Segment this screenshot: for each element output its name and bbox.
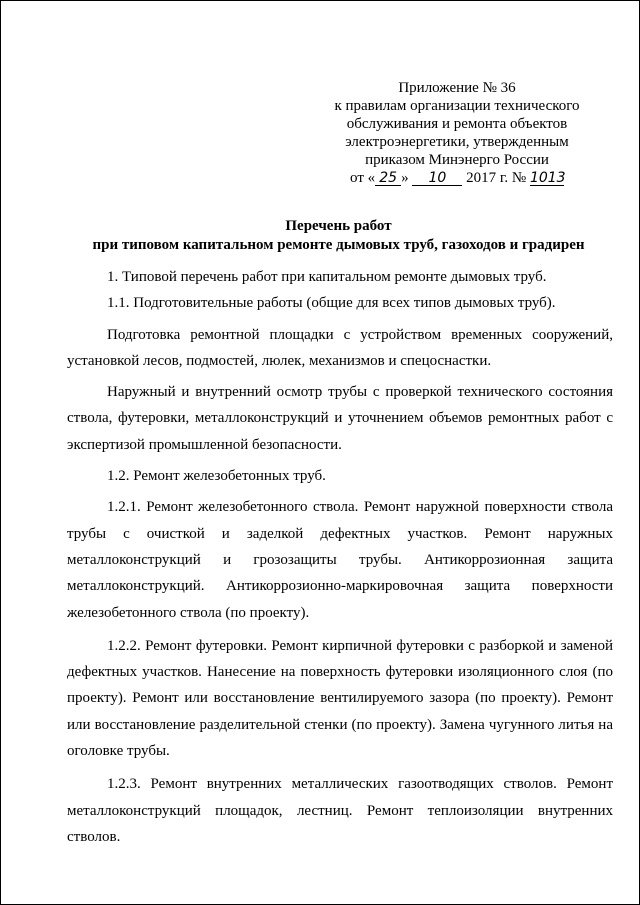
year-text: 2017 г. №: [466, 170, 527, 186]
body-paragraph: 1.2.1. Ремонт железобетонного ствола. Ремонт наружной поверхности ствола трубы с очисткой и заделкой дефектных участков. Ремонт наружных металлоконструкций и грозозащиты трубы. Антикоррозионная защита металлоконструкций. Антикоррозионно-маркировочная защита поверхности железобетонного ствола (по проекту).: [67, 499, 613, 621]
title-line: при типовом капитальном ремонте дымовых труб, газоходов и градирен: [92, 237, 585, 253]
handwritten-order-number: 1013: [529, 170, 566, 186]
date-mid: »: [401, 170, 409, 186]
document-title: [61, 217, 616, 255]
appendix-number: Приложение № 36: [398, 80, 516, 96]
body-paragraph: 1.2.3. Ремонт внутренних металлических газоотводящих стволов. Ремонт металлоконструкций площадок, лестниц. Ремонт теплоизоляции внутренних стволов.: [67, 776, 613, 845]
date-prefix: от «: [350, 170, 376, 186]
appendix-header: [321, 79, 593, 187]
appendix-line: обслуживания и ремонта объектов: [346, 116, 568, 132]
handwritten-month: 10: [412, 171, 462, 186]
appendix-line: приказом Минэнерго России: [365, 152, 549, 168]
subsection-heading: 1.1. Подготовительные работы (общие для всех типов дымовых труб).: [107, 295, 556, 312]
title-line: Перечень работ: [285, 218, 392, 234]
body-paragraph: 1.2.2. Ремонт футеровки. Ремонт кирпичной футеровки с разборкой и заменой дефектных участков. Нанесение на поверхность футеровки изоляционного слоя (по проекту). Ремонт или восстановление вентилируемого зазора (по проекту). Ремонт или восстановление разделительной стенки (по проекту). Замена чугунного литья на оголовке трубы.: [67, 637, 613, 760]
section-heading: 1. Типовой перечень работ при капитальном ремонте дымовых труб.: [107, 269, 547, 285]
appendix-line: к правилам организации технического: [334, 98, 580, 114]
body-paragraph: Подготовка ремонтной площадки с устройством временных сооружений, установкой лесов, подмостей, люлек, механизмов и спецоснастки.: [67, 326, 613, 369]
appendix-line: электроэнергетики, утвержденным: [345, 134, 569, 150]
handwritten-day: 25: [375, 171, 401, 186]
subsection-heading: 1.2. Ремонт железобетонных труб.: [107, 468, 326, 485]
order-date-line: [321, 169, 593, 187]
body-paragraph: Наружный и внутренний осмотр трубы с проверкой технического состояния ствола, футеровки, металлоконструкций и уточнением объемов ремонтных работ с экспертизой промышленной безопасности.: [67, 384, 613, 453]
document-body: [67, 264, 613, 850]
